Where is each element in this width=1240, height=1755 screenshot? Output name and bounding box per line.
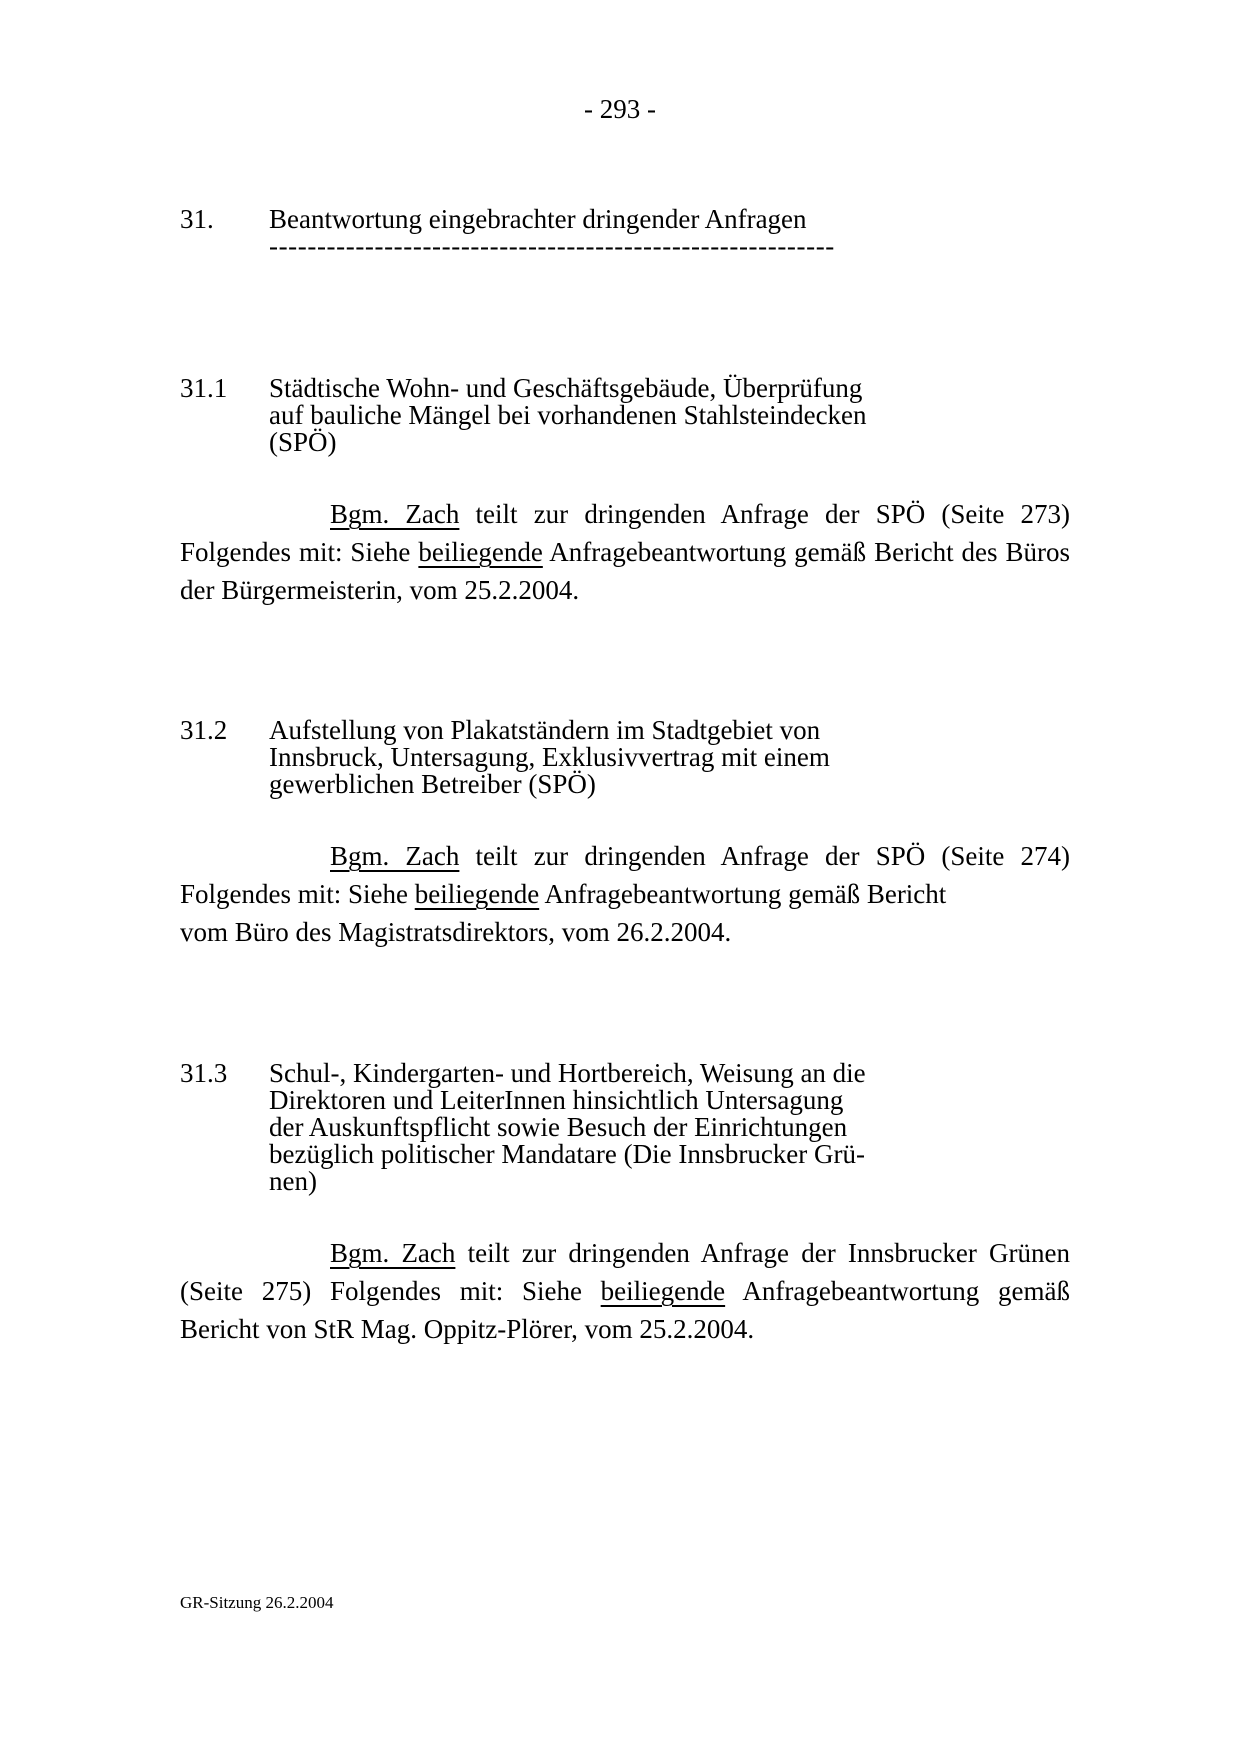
item-title-line: Innsbruck, Untersagung, Exklusivvertrag mit einem xyxy=(269,742,830,772)
section-title: Beantwortung eingebrachter dringender Anfragen xyxy=(269,204,807,234)
item-title-line: Schul-, Kindergarten- und Hortbereich, Weisung an die xyxy=(269,1058,866,1088)
speaker-name: Bgm. Zach xyxy=(330,1238,456,1268)
section-number: 31. xyxy=(180,204,214,234)
item-title-line: Aufstellung von Plakatständern im Stadtgebiet von xyxy=(269,715,821,745)
page-footer: GR-Sitzung 26.2.2004 xyxy=(180,1593,334,1612)
item-number: 31.3 xyxy=(180,1058,228,1088)
attachment-reference: beiliegende xyxy=(600,1276,726,1306)
item-title-line: bezüglich politischer Mandatare (Die Innsbrucker Grü- xyxy=(269,1139,866,1169)
answer-text: Anfragebeantwortung gemäß Bericht von StR Mag. Oppitz-Plörer, vom 25.2.2004. xyxy=(180,1276,1071,1344)
answer-paragraph xyxy=(180,495,1070,609)
answer-text: Anfragebeantwortung gemäß Bericht xyxy=(539,879,947,909)
section-title-rule: ----------------------------------------------------------- xyxy=(269,231,835,261)
answer-text: Anfragebeantwortung gemäß Bericht des Büros der Bürgermeisterin, vom 25.2.2004. xyxy=(180,537,1071,605)
answer-paragraph xyxy=(180,837,1070,951)
item-title xyxy=(269,1060,969,1195)
answer-text: teilt zur dringenden Anfrage der SPÖ (Seite 274) Folgendes mit: Siehe xyxy=(180,841,1070,909)
speaker-name: Bgm. Zach xyxy=(330,841,460,871)
answer-paragraph xyxy=(180,1234,1070,1348)
page-number: - 293 - xyxy=(584,94,656,124)
item-title xyxy=(269,717,969,798)
item-title-line: Direktoren und LeiterInnen hinsichtlich Untersagung xyxy=(269,1085,844,1115)
item-title xyxy=(269,375,969,456)
answer-text: teilt zur dringenden Anfrage der Innsbrucker Grünen (Seite 275) Folgendes mit: Siehe xyxy=(180,1238,1070,1306)
item-number: 31.1 xyxy=(180,373,228,403)
item-number: 31.2 xyxy=(180,715,228,745)
speaker-name: Bgm. Zach xyxy=(330,499,460,529)
answer-text: vom Büro des Magistratsdirektors, vom 26.2.2004. xyxy=(180,917,732,947)
item-title-line: nen) xyxy=(269,1166,317,1196)
item-title-line: Städtische Wohn- und Geschäftsgebäude, Überprüfung xyxy=(269,373,863,403)
item-title-line: der Auskunftspflicht sowie Besuch der Einrichtungen xyxy=(269,1112,848,1142)
item-title-line: auf bauliche Mängel bei vorhandenen Stahlsteindecken xyxy=(269,400,867,430)
item-title-line: gewerblichen Betreiber (SPÖ) xyxy=(269,769,596,799)
answer-text: teilt zur dringenden Anfrage der SPÖ (Seite 273) Folgendes mit: Siehe xyxy=(180,499,1070,567)
item-title-line: (SPÖ) xyxy=(269,427,337,457)
attachment-reference: beiliegende xyxy=(414,879,540,909)
attachment-reference: beiliegende xyxy=(418,537,543,567)
